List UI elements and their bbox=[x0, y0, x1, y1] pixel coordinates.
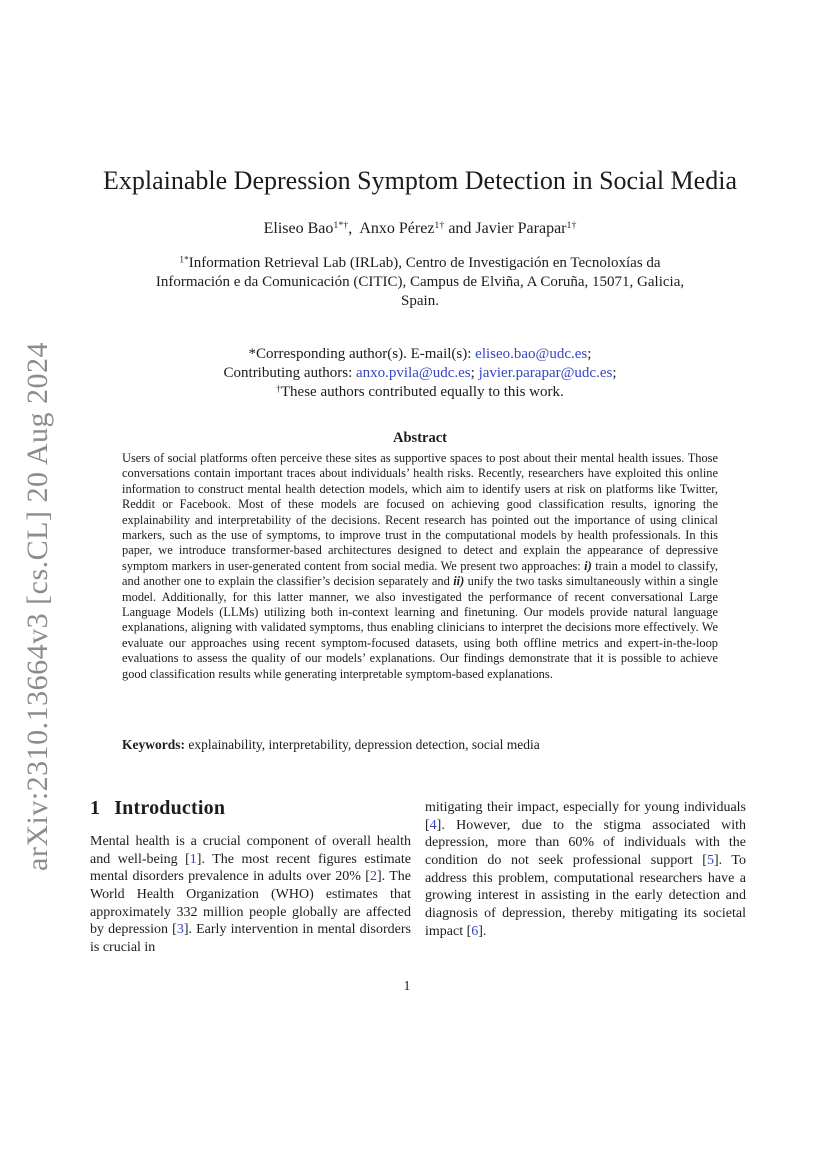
citation-2[interactable]: 2 bbox=[369, 869, 377, 885]
text-segment: train a model to classify, and another one to explain the classifier’s decision separately and bbox=[122, 558, 718, 589]
text-segment: ; bbox=[587, 346, 592, 362]
corresponding-author-line bbox=[90, 345, 750, 364]
text-segment: 1† bbox=[434, 220, 445, 232]
citation-1[interactable]: 1 bbox=[189, 851, 197, 867]
contributing-authors-line bbox=[90, 364, 750, 383]
email-link-eliseo[interactable]: eliseo.bao@udc.es bbox=[475, 346, 588, 362]
introduction-section bbox=[90, 797, 746, 957]
text-segment: Users of social platforms often perceive these sites as supportive spaces to post about their mental health issues. Those conversations contain important traces about individuals’ health risks. Recently, researchers have exploited this online information to construct mental health detection models, which aim to identify users at risk on platforms like Twitter, Reddit or Facebook. Most of these models are focused on achieving good classification results, ignoring the explainability and interpretability of the decisions. Recent research has pointed out the importance of using clinical markers, such as the use of symptoms, to improve trust in the computational models by health professionals. In this paper, we introduce transformer-based architectures designed to detect and explain the appearance of depressive symptom markers in user-generated content from social media. We present two approaches: bbox=[122, 451, 718, 573]
introduction-paragraph-right bbox=[425, 799, 746, 940]
affiliation-block bbox=[90, 254, 750, 311]
text-segment: unify the two tasks simultaneously within a single model. Additionally, for this latter manner, we also investigated the performance of recent conversational Large Language Models (LLMs) utilizing both in-context learning and finetuning. Our models provide natural language explanations, aligning with validated symptoms, thus enabling clinicians to interpret the decisions more effectively. We evaluate our approaches using recent symptom-focused datasets, using both offline metrics and expert-in-the-loop evaluations to assess the quality of our models’ explanations. Our findings demonstrate that it is possible to achieve good classification results while generating interpretable symptom-based explanations. bbox=[122, 574, 718, 681]
section-heading-introduction bbox=[90, 797, 411, 820]
abstract-heading: Abstract bbox=[393, 430, 447, 446]
arxiv-id-label: arXiv:2310.13664v3 [cs.CL] 20 Aug 2024 bbox=[21, 341, 54, 871]
email-link-javier[interactable]: javier.parapar@udc.es bbox=[478, 365, 613, 381]
text-segment: ]. Early intervention in mental disorders is crucial in bbox=[90, 922, 411, 955]
citation-6[interactable]: 6 bbox=[471, 923, 479, 939]
text-segment: Mental health is a crucial component of overall health and well-being [ bbox=[90, 834, 411, 867]
page-number: 1 bbox=[403, 978, 411, 993]
text-segment: ]. The most recent figures estimate mental disorders prevalence in adults over 20% [ bbox=[90, 851, 411, 885]
text-segment: 1*† bbox=[333, 220, 349, 232]
text-segment: Information Retrieval Lab (IRLab), Centro de Investigación en Tecnoloxías da bbox=[188, 255, 661, 271]
affiliation-line-2 bbox=[90, 273, 750, 292]
text-segment: ]. The World Health Organization (WHO) estimates that approximately 332 million people globally are affected by depression [ bbox=[90, 869, 411, 938]
citation-4[interactable]: 4 bbox=[429, 817, 437, 833]
equal-contribution-line bbox=[90, 383, 750, 402]
section-title: Introduction bbox=[114, 797, 226, 819]
text-segment: ; bbox=[612, 365, 617, 381]
citation-5[interactable]: 5 bbox=[706, 852, 714, 868]
arxiv-watermark bbox=[14, 330, 62, 882]
affiliation-line-1 bbox=[90, 254, 750, 273]
text-segment: Spain. bbox=[401, 293, 439, 309]
paper-title: Explainable Depression Symptom Detection in Social Media bbox=[103, 166, 737, 195]
text-column-right bbox=[425, 797, 746, 957]
abstract-text bbox=[122, 451, 718, 682]
text-segment: ]. bbox=[478, 923, 487, 939]
correspondence-block bbox=[90, 345, 750, 402]
text-segment: explainability, interpretability, depression detection, social media bbox=[185, 737, 540, 752]
text-segment: These authors contributed equally to this work. bbox=[280, 384, 564, 400]
text-segment: Contributing authors: bbox=[223, 365, 357, 381]
text-column-left bbox=[90, 797, 411, 957]
text-segment: mitigating their impact, especially for young individuals [ bbox=[425, 800, 746, 833]
keywords-line bbox=[122, 737, 718, 753]
text-segment: ; bbox=[470, 365, 479, 381]
text-segment: ]. However, due to the stigma associated with depression, more than 60% of individuals with the condition do not seek professional support [ bbox=[425, 817, 746, 868]
text-segment: *Corresponding author(s). E-mail(s): bbox=[248, 346, 476, 362]
introduction-paragraph-left bbox=[90, 833, 411, 957]
citation-3[interactable]: 3 bbox=[176, 922, 184, 938]
text-segment: Keywords: bbox=[122, 737, 185, 752]
text-segment: Eliseo Bao bbox=[263, 220, 334, 237]
text-segment: Información e da Comunicación (CITIC), Campus de Elviña, A Coruña, 15071, Galicia, bbox=[155, 274, 685, 290]
text-segment: 1† bbox=[566, 220, 577, 232]
text-segment: ii) bbox=[453, 574, 465, 589]
text-segment: 1* bbox=[179, 255, 189, 266]
author-line bbox=[60, 220, 780, 238]
text-segment: , Anxo Pérez bbox=[348, 220, 435, 237]
affiliation-line-3 bbox=[90, 292, 750, 311]
email-link-anxo[interactable]: anxo.pvila@udc.es bbox=[356, 365, 471, 381]
section-number: 1 bbox=[90, 797, 101, 819]
text-segment: ]. To address this problem, computational researchers have a growing interest in assisting in the early detection and diagnosis of depression, thereby mitigating its societal impact [ bbox=[425, 852, 746, 939]
text-segment: i) bbox=[584, 558, 592, 573]
text-segment: † bbox=[276, 384, 281, 395]
text-segment: and Javier Parapar bbox=[444, 220, 567, 237]
